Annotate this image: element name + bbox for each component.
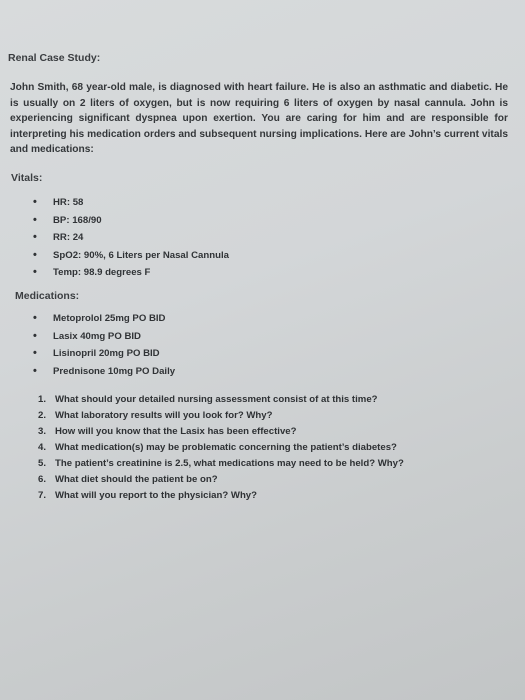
question-number: 6.	[38, 474, 47, 485]
question-item	[38, 440, 404, 456]
bullet-icon: •	[33, 213, 37, 226]
medication-item	[33, 310, 175, 328]
vital-item	[33, 212, 229, 230]
medication-item	[33, 328, 175, 346]
question-text: The patient’s creatinine is 2.5, what medications may need to be held? Why?	[55, 458, 404, 469]
medication-item-text: Metoprolol 25mg PO BID	[53, 313, 166, 324]
question-item	[38, 408, 404, 424]
vital-item	[33, 247, 229, 265]
bullet-icon: •	[33, 231, 37, 243]
question-text: What medication(s) may be problematic concerning the patient’s diabetes?	[55, 442, 397, 453]
medication-item-text: Prednisone 10mg PO Daily	[53, 365, 176, 377]
bullet-icon: •	[33, 266, 37, 278]
question-number: 7.	[38, 490, 47, 501]
vital-item	[33, 194, 229, 212]
medications-list	[33, 310, 175, 380]
medication-item	[33, 363, 175, 381]
question-item	[38, 456, 404, 472]
bullet-icon: •	[33, 364, 37, 377]
questions-list	[38, 392, 404, 504]
bullet-icon: •	[33, 196, 37, 208]
intro-paragraph: John Smith, 68 year-old male, is diagnosed with heart failure. He is also an asthmatic and diabetic. He is usually on 2 liters of oxygen, but is now requiring 6 liters of oxygen by nasal cannula. John is experiencing significant dyspnea upon exertion. You are caring for him and are responsible for interpreting his medication orders and subsequent nursing implications. Here are John’s current vitals and medications:	[10, 82, 508, 155]
question-number: 1.	[38, 394, 47, 405]
bullet-icon: •	[33, 312, 37, 324]
bullet-icon: •	[33, 329, 37, 342]
question-item	[38, 424, 404, 440]
bullet-icon: •	[33, 347, 37, 359]
vitals-list	[33, 194, 229, 282]
question-number: 2.	[38, 410, 47, 421]
bullet-icon: •	[33, 248, 37, 261]
medication-item-text: Lasix 40mg PO BID	[53, 330, 141, 342]
medication-item	[33, 345, 175, 363]
vital-item	[33, 264, 229, 282]
vital-item-text: BP: 168/90	[53, 214, 102, 226]
medications-heading: Medications:	[15, 290, 80, 302]
vital-item-text: Temp: 98.9 degrees F	[53, 267, 151, 278]
question-item	[38, 392, 404, 408]
question-text: What should your detailed nursing assessment consist of at this time?	[55, 394, 378, 405]
vital-item-text: HR: 58	[53, 197, 84, 208]
question-text: How will you know that the Lasix has been effective?	[55, 426, 297, 437]
question-text: What will you report to the physician? Why?	[55, 490, 258, 501]
question-number: 5.	[38, 458, 47, 469]
vital-item	[33, 229, 229, 247]
question-item	[38, 488, 404, 504]
question-number: 3.	[38, 426, 47, 437]
question-text: What laboratory results will you look for? Why?	[55, 410, 273, 421]
vital-item-text: RR: 24	[53, 232, 84, 243]
question-text: What diet should the patient be on?	[55, 474, 218, 485]
vitals-heading: Vitals:	[11, 172, 43, 184]
document-title: Renal Case Study:	[8, 52, 101, 64]
question-item	[38, 472, 404, 488]
question-number: 4.	[38, 442, 47, 453]
medication-item-text: Lisinopril 20mg PO BID	[53, 348, 160, 359]
vital-item-text: SpO2: 90%, 6 Liters per Nasal Cannula	[53, 249, 229, 261]
